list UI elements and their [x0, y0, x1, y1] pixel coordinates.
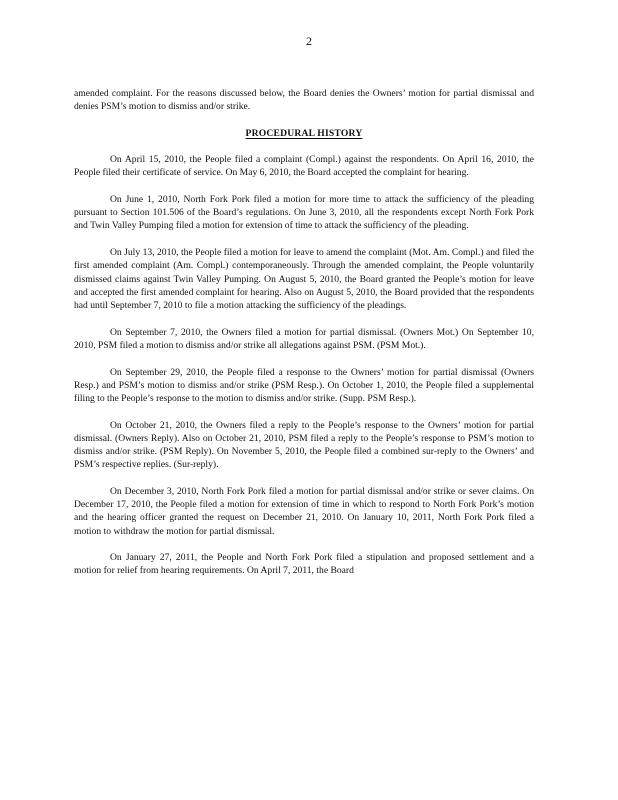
paragraph: On April 15, 2010, the People filed a complaint (Compl.) against the respondents. On April 16, 2010, the People filed their certificate of service. On May 6, 2010, the Board accepted the complaint for hearing.	[74, 154, 534, 179]
document-body	[74, 87, 534, 591]
paragraph: On September 7, 2010, the Owners filed a motion for partial dismissal. (Owners Mot.) On September 10, 2010, PSM filed a motion to dismiss and/or strike all allegations against PSM. (PSM Mot.).	[74, 326, 534, 351]
paragraph: On July 13, 2010, the People filed a motion for leave to amend the complaint (Mot. Am. Compl.) and filed the first amended complaint (Am. Compl.) contemporaneously. Through the amended complaint, the People voluntarily dismissed claims against Twin Valley Pumping. On August 5, 2010, the Board granted the People’s motion for leave and accepted the first amended complaint for hearing. Also on August 5, 2010, the Board provided that the respondents had until September 7, 2010 to file a motion attacking the sufficiency of the pleadings.	[74, 247, 534, 311]
paragraph: On January 27, 2011, the People and North Fork Pork filed a stipulation and proposed settlement and a motion for relief from hearing requirements. On April 7, 2011, the Board	[74, 552, 534, 577]
paragraph: On October 21, 2010, the Owners filed a reply to the People’s response to the Owners’ motion for partial dismissal. (Owners Reply). Also on October 21, 2010, PSM filed a reply to the People’s response to PSM’s motion to dismiss and/or strike. (PSM Reply). On November 5, 2010, the People filed a combined sur-reply to the Owners’ and PSM’s respective replies. (Sur-reply).	[74, 419, 534, 471]
paragraph: On September 29, 2010, the People filed a response to the Owners’ motion for partial dismissal (Owners Resp.) and PSM’s motion to dismiss and/or strike (PSM Resp.). On October 1, 2010, the People filed a supplemental filing to the People’s response to the motion to dismiss and/or strike. (Supp. PSM Resp.).	[74, 366, 534, 404]
paragraph: On June 1, 2010, North Fork Pork filed a motion for more time to attack the sufficiency of the pleading pursuant to Section 101.506 of the Board’s regulations. On June 3, 2010, all the respondents except North Fork Pork and Twin Valley Pumping filed a motion for extension of time to attack the sufficiency of the pleading.	[74, 194, 534, 232]
opening-paragraph: amended complaint. For the reasons discussed below, the Board denies the Owners’ motion for partial dismissal and denies PSM’s motion to dismiss and/or strike.	[74, 88, 534, 113]
page-number: 2	[306, 34, 312, 48]
paragraph: On December 3, 2010, North Fork Pork filed a motion for partial dismissal and/or strike or sever claims. On December 17, 2010, the People filed a motion for extension of time in which to respond to North Fork Pork’s motion and the hearing officer granted the request on December 21, 2010. On January 10, 2011, North Fork Pork filed a motion to withdraw the motion for partial dismissal.	[74, 485, 534, 537]
section-heading: PROCEDURAL HISTORY	[245, 127, 363, 139]
